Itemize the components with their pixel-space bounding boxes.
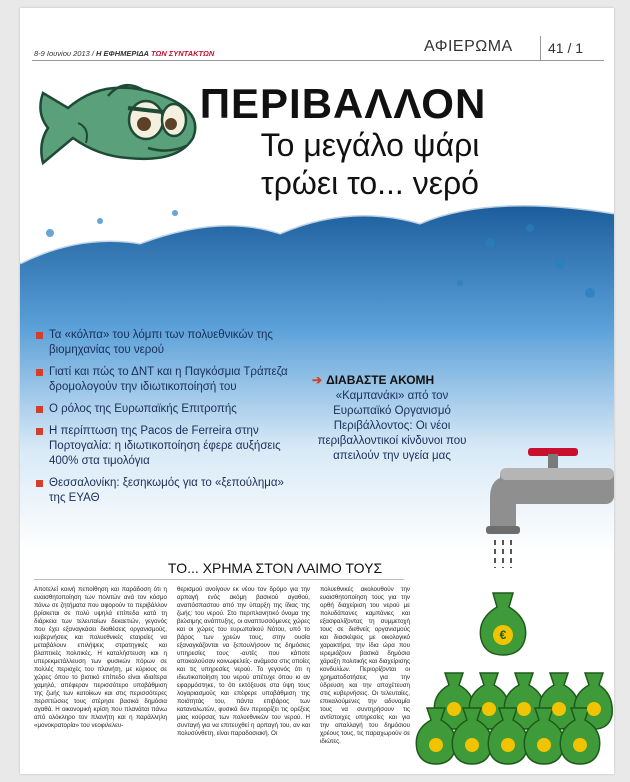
headline-subtitle bbox=[200, 126, 540, 202]
article-column-3 bbox=[320, 586, 410, 746]
svg-text:€: € bbox=[499, 628, 507, 642]
bullet-item bbox=[36, 328, 296, 358]
article-paragraph: Αποτελεί κοινή πεποίθηση και παράδοση ότι η ευαισθητοποίηση των πολιτών ανά τον κόσμο πάνω σε ζητήματα που αφορούν το περιβάλλον βρίσκεται σε πολύ υψηλά επίπεδα κατά τη διάρκεια των τελευταίων δεκαετιών, γεγονός που έχει εξαναγκάσει διαθέσεις οργανισμούς, κυβερνήσεις και πολυεθνικές εταιρείες να μεταβάλουν επιλήψεις στρατηγικές και βλαπτικές πολιτικές. Η καταλήστευση και η υπερεκμετάλλευση των φυσικών πόρων σε πολλές περιοχές του πλανήτη, με κύριους σε χώρες όπου το βιοτικό επίπεδο είναι ιδιαίτερα χαμηλό, απέφεραν περισσότερο υποβάθμιση της ζωής των κατοίκων και στις περισσότερες περιπτώσεις τους στέρησε βασικά δημόσια αγαθά. Η οικονομική κρίση που πλανάται πάνω από ολόκληρο τον πλανήτη και η παράλληλη «μονοκρατορία» του νεοφιλελευ- bbox=[34, 586, 167, 729]
bullet-item bbox=[36, 402, 296, 417]
headline-kicker: ΠΕΡΙΒΑΛΛΟΝ bbox=[199, 80, 487, 127]
brand-name-red: ΤΩΝ ΣΥΝΤΑΚΤΩΝ bbox=[151, 49, 215, 58]
bullet-item bbox=[36, 476, 296, 506]
bullet-marker bbox=[36, 480, 43, 487]
article-columns bbox=[34, 586, 310, 738]
header-divider bbox=[540, 36, 541, 60]
header-rule bbox=[32, 60, 604, 61]
page-number: 41 / 1 bbox=[548, 40, 584, 56]
read-more-heading: ΔΙΑΒΑΣΤΕ ΑΚΟΜΗ bbox=[326, 373, 435, 387]
read-more-box bbox=[312, 373, 472, 464]
article-column-1 bbox=[34, 586, 167, 738]
bullet-marker bbox=[36, 369, 43, 376]
bullet-list bbox=[36, 328, 296, 513]
faucet-icon bbox=[470, 448, 614, 588]
bullet-text: Γιατί και πώς το ΔΝΤ και η Παγκόσμια Τράπεζα δρομολογούν την ιδιωτικοποίησή του bbox=[49, 366, 288, 393]
newspaper-page bbox=[20, 8, 614, 774]
money-bags-illustration bbox=[405, 583, 614, 768]
article-paragraph: θερισμού ανοίγουν εκ νέου τον δρόμο για την αρπαγή ενός ακόμη βασικού αγαθού, αναπόσπαστου από την ύπαρξη της ίδιας της ζωής: του νερού. Στο περιπλανητικό όνομα της βιώσιμης ανάπτυξης, οι αναπτυσσόμενες χώρες και οι χώρες του ευρωπαϊκού Νότου, υπό το βάρος των χρεών τους, στην ουσία εξαναγκάζονται να ξεπουλήσουν τις δημόσιες υπηρεσίες τους -αυτές που κάποτε αποκαλούσαν κοινωφελείς- ανάμεσα στις οποίες και τις υπηρεσίες νερού. Το γεγονός ότι η ιδιωτικοποίηση του νερού απέτυχε όπου κι αν εφαρμόστηκε, το ότι εκτόξευσε στα ύψη τους λογαριασμούς και επέφερε υποβάθμιση της ποιότητάς του, πάντα επιβάρος των καταναλωτών, φυσικά δεν περιορίζει τις ορέξεις μιας κούρσας των πολυεθνικών του νερού. Η συνταγή για να επιτευχθεί η αρπαγή του, αν και πολυσύνθετη, είναι παραδοσιακή. Οι bbox=[177, 586, 310, 737]
bullet-marker bbox=[36, 428, 43, 435]
subtitle-line-1: Το μεγάλο ψάρι bbox=[260, 127, 480, 163]
bullet-item bbox=[36, 365, 296, 395]
bullet-marker bbox=[36, 332, 43, 339]
section-label: ΑΦΙΕΡΩΜΑ bbox=[424, 38, 513, 55]
article-rule bbox=[34, 579, 404, 580]
bullet-text: Ο ρόλος της Ευρωπαϊκής Επιτροπής bbox=[49, 403, 237, 415]
brand-name: Η ΕΦΗΜΕΡΙΔΑ bbox=[96, 49, 149, 58]
fish-illustration bbox=[28, 68, 203, 178]
read-more-body: «Καμπανάκι» από τον Ευρωπαϊκό Οργανισμό Περιβάλλοντος: Οι νέοι περιβαλλοντικοί κίνδυνοι που απειλούν την υγεία μας bbox=[317, 390, 467, 462]
article-paragraph: πολυεθνικές ακολουθούν την ευαισθητοποίηση τους για την ορθή διαχείριση του νερού με πολυδάπανες καμπάνιες και εξασφαλίζοντας τη συμμετοχή τους σε διεθνείς οργανισμούς και διασκέψεις με οικολογικό χαρακτήρα, την ίδια ώρα που ιερεμιάζουν βασικά δημόσια χάραξη πολιτικής και διαχείρισης κονδυλίων. Περιορίζονται οι χρηματοδοτήσεις για την ύδρευση και την αποχέτευση στις κυβερνήσεις. Οι τελευταίες, επικαλούμενες την αδυναμία τους να συντηρήσουν τις αντίστοιχες υπηρεσίες και για την απαλλαγή του δημόσιου χρέους τους, τις παραχωρούν σε ιδιώτες. bbox=[320, 586, 410, 745]
article-title: ΤΟ... ΧΡΗΜΑ ΣΤΟΝ ΛΑΙΜΟ ΤΟΥΣ bbox=[167, 560, 383, 576]
read-more-title bbox=[312, 373, 472, 387]
bullet-item bbox=[36, 424, 296, 469]
bullet-text: Η περίπτωση της Pacos de Ferreira στην Πορτογαλία: η ιδιωτικοποίηση έφερε αυξήσεις 400% στα τιμολόγια bbox=[49, 425, 281, 467]
money-bag-icon bbox=[480, 593, 525, 655]
article-column-2 bbox=[177, 586, 310, 738]
date-text: 8-9 Ιουνίου 2013 / bbox=[34, 49, 94, 58]
subtitle-line-2: τρώει το... νερό bbox=[261, 165, 479, 201]
arrow-right-icon: ➔ bbox=[312, 373, 323, 387]
header-date bbox=[34, 49, 214, 58]
bullet-text: Τα «κόλπα» του λόμπι των πολυεθνικών της βιομηχανίας του νερού bbox=[49, 329, 273, 356]
bullet-marker bbox=[36, 406, 43, 413]
bullet-text: Θεσσαλονίκη: ξεσηκωμός για το «ξεπούλημα» της ΕΥΑΘ bbox=[49, 477, 284, 504]
